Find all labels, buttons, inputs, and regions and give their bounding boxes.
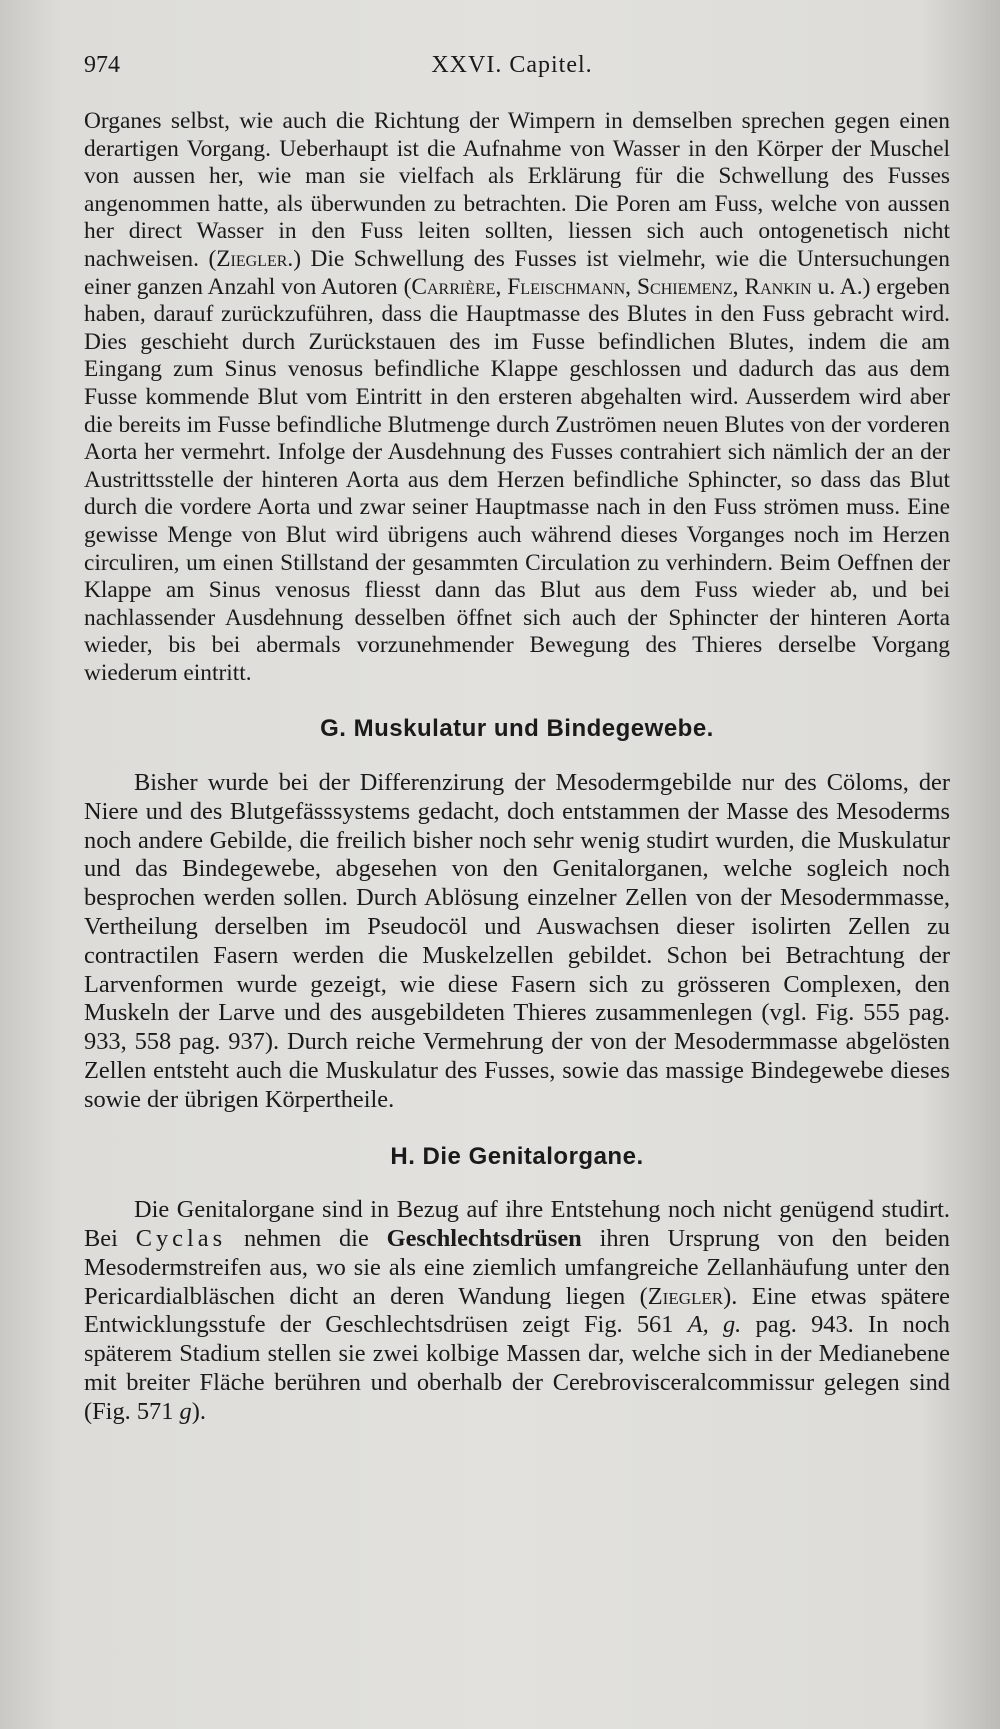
text-run: Organes selbst, wie auch die Richtung der Wimpern in demselben sprechen gegen einen derartigen Vorgang. Ueberhaupt ist die Aufnahme von Wasser in den Körper der Muschel von aussen her, wie man sie vielfach als Erklärung für die Schwellung des Fusses angenommen hatte, als überwunden zu betrachten. Die Poren am Fuss, welche von aussen her direct Wasser in den Fuss leiten sollten, liessen sich auch ontogenetisch nicht nachweisen. ( [84,108,950,272]
text-run: .) Die Schwellung des Fusses ist vielmehr, wie die Untersuchungen einer ganzen Anzahl von Autoren ( [84,245,950,300]
section-heading: G. Muskulatur und Bindegewebe. [320,715,714,743]
text-run: ). Eine etwas spätere Entwicklungsstufe der Geschlechtsdrüsen zeigt Fig. 561 [84,1282,950,1339]
intro-paragraph [84,108,950,687]
bold-term: Geschlechtsdrüsen [386,1225,582,1253]
page-number: 974 [84,52,120,78]
section-h [84,1143,950,1427]
author-citation: Carrière, Fleischmann, Schiemenz, Rankin [411,273,812,300]
figure-ref: A, g. [687,1311,742,1339]
text-run: u. A.) ergeben haben, darauf zurückzuführen, dass die Hauptmasse des Blutes in den Fuss gebracht wird. Dies geschieht durch Zurückstauen des im Fusse befindlichen Blutes, indem die am Eingang zum Sinus venosus befindliche Klappe geschlossen und dadurch das aus dem Fusse kommende Blut vom Eintritt in den ersteren abgehalten wird. Ausserdem wird aber die bereits im Fusse befindliche Blutmenge durch Zuströmen neuen Blutes von der vorderen Aorta her vermehrt. Infolge der Ausdehnung des Fusses contrahiert sich nämlich der an der Austrittsstelle der hinteren Aorta aus dem Herzen befindliche Sphincter, so dass das Blut durch die vordere Aorta und zwar seiner Hauptmasse nach in den Fuss strömen muss. Eine gewisse Menge von Blut wird übrigens auch während dieses Vorganges noch im Herzen circuliren, um einen Stillstand der gesammten Circulation zu verhindern. Beim Oeffnen der Klappe am Sinus venosus fliesst dann das Blut aus dem Fuss wieder ab, und bei nachlassender Ausdehnung desselben öffnet sich auch der Sphincter der hinteren Aorta wieder, bis bei abermals vorzunehmender Bewegung des Thieres derselbe Vorgang wiederum eintritt. [84,273,951,686]
figure-ref: g [179,1397,192,1425]
page-header [84,52,940,88]
text-run: nehmen die [226,1225,387,1253]
section-paragraph [84,1196,950,1426]
page-body [84,108,950,1427]
running-head: XXVI. Capitel. [431,52,593,78]
section-heading: H. Die Genitalorgane. [390,1142,644,1170]
section-g [84,715,950,1114]
genus-name: Cyclas [135,1225,227,1253]
author-citation: Ziegler [216,245,288,272]
section-paragraph: Bisher wurde bei der Differenzirung der Mesodermgebilde nur des Cöloms, der Niere und des Blutgefässsystems gedacht, doch entstammen der Masse des Mesoderms noch andere Gebilde, die freilich bisher noch sehr wenig studirt wurden, die Muskulatur und das Bindegewebe, abgesehen von den Genitalorganen, welche sogleich noch besprochen werden sollen. Durch Ablösung einzelner Zellen von der Mesodermmasse, Vertheilung derselben im Pseudocöl und Auswachsen dieser isolirten Zellen zu contractilen Fasern werden die Muskelzellen gebildet. Schon bei Betrachtung der Larvenformen wurde gezeigt, wie diese Fasern sich zu grösseren Complexen, den Muskeln der Larve und des ausgebildeten Thieres zusammenlegen (vgl. Fig. 555 pag. 933, 558 pag. 937). Durch reiche Vermehrung der von der Mesodermmasse abgelösten Zellen entsteht auch die Muskulatur des Fusses, sowie das massige Bindegewebe dieses sowie der übrigen Körpertheile. [84,769,950,1113]
text-run: ihren Ursprung von den beiden Mesodermstreifen aus, wo sie als eine ziemlich umfangreiche Zellanhäufung unter den Pericardialbläschen dicht an deren Wandung liegen ( [84,1225,950,1310]
text-run: ). [191,1397,206,1425]
text-run: Die Genitalorgane sind in Bezug auf ihre Entstehung noch nicht genügend studirt. Bei [84,1196,950,1253]
text-run: pag. 943. In noch späterem Stadium stellen sie zwei kolbige Massen dar, welche sich in der Medianebene mit breiter Fläche berühren und oberhalb der Cerebrovisceralcommissur gelegen sind (Fig. 571 [84,1311,950,1425]
author-citation: Ziegler [647,1282,724,1310]
